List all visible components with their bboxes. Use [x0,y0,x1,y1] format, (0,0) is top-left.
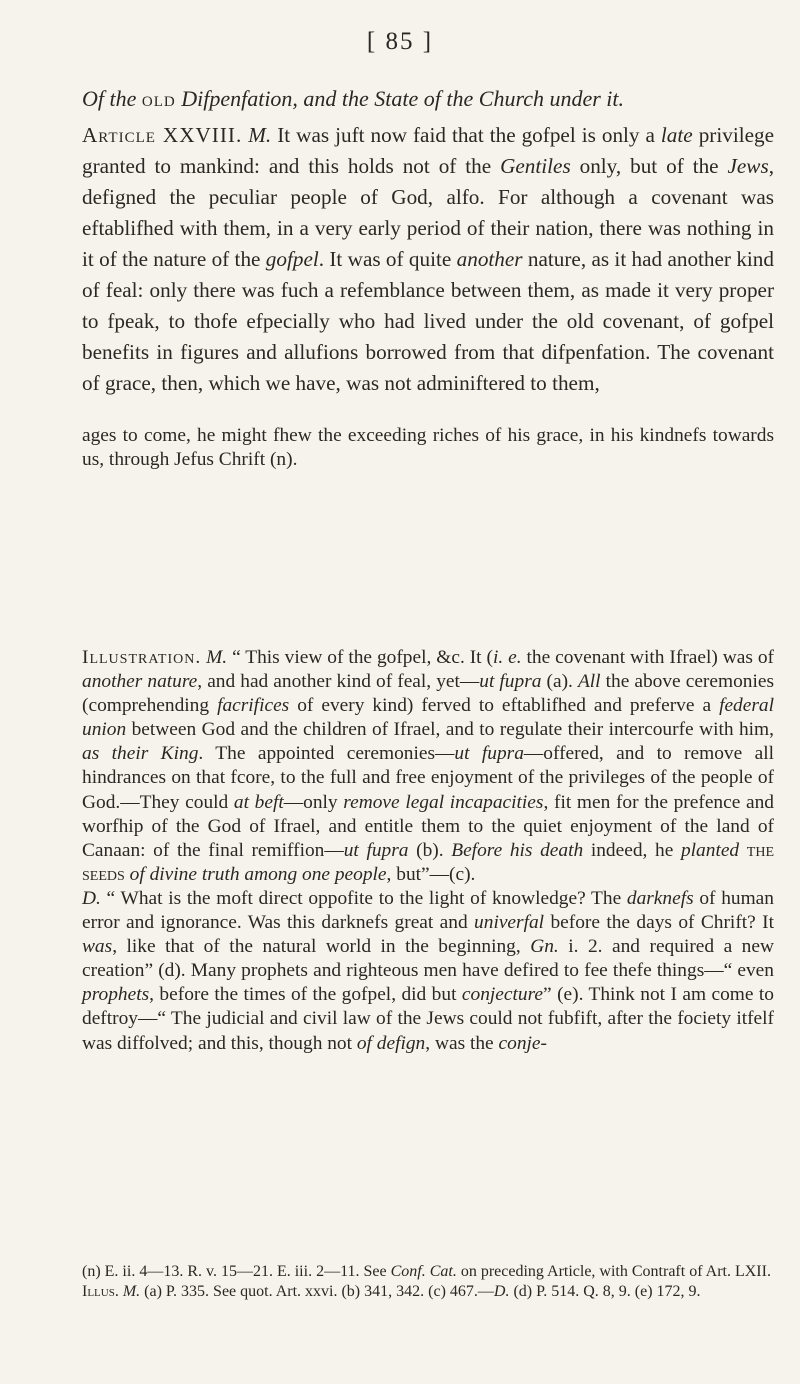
illus-text: —only [283,791,344,813]
emphasis: another [456,247,523,271]
footnote-line [82,1282,774,1302]
footnote-text: (a) P. 335. See quot. Art. xxvi. (b) 341, 342. (c) 467.— [140,1282,494,1300]
emphasis: gofpel [265,247,319,271]
footnotes [82,1262,774,1301]
illus-text: (a). [541,671,578,693]
dialogue-paragraph [82,887,774,1056]
illus-text: indeed, he [583,839,681,861]
illustration-paragraph [82,646,774,887]
article-text: privilege granted to mankind: and this holds not of the [82,123,775,178]
emphasis: as their King [82,743,199,765]
emphasis: univerfal [474,912,545,934]
emphasis: another nature [82,671,198,693]
emphasis: ut fupra [454,743,524,765]
page-number: [ 85 ] [366,28,434,55]
speaker-label: M. [206,647,228,668]
emphasis: i. e. [492,647,522,668]
emphasis: Jews [727,154,769,178]
illus-text: , like that of the natural world in the beginning, [112,936,531,958]
footnote-text: on preceding Article, with Contraft of Art. LXII. [456,1263,771,1280]
illus-text: (b). [408,839,452,861]
emphasis: was [82,936,113,958]
running-head-pre: Of the [82,86,142,111]
article-text: only, but of the [570,154,728,178]
running-head-rest: Difpenfation, and the State of the Church under it. [175,86,625,111]
speaker-label: D. [82,887,101,909]
illus-text: between God and the children of Ifrael, and to regulate their intercourfe with him, [126,719,774,741]
emphasis: Conf. Cat. [390,1263,457,1280]
small-caps: the seeds [82,839,774,885]
article-text: It was juft now faid that the gofpel is only a [271,123,661,147]
emphasis: conjecture [461,984,544,1006]
illus-text: “ This view of the gofpel, &c. It ( [227,647,493,668]
illus-text: the covenant with Ifrael) was of [521,647,774,668]
article-text: , defigned the peculiar people of God, alfo. For although a covenant was eftablifhed with them, in a very early period of their nation, there was nothing in it of the nature of the [82,154,774,271]
running-head [82,86,772,112]
article-heading: Article XXVIII. [82,123,243,147]
emphasis: prophets [82,984,150,1006]
illustration-section [82,646,774,1056]
article-section [82,120,774,472]
illus-text: of human error and ignorance. Was this darknefs great and [82,887,774,934]
emphasis: Gentiles [500,154,571,178]
emphasis: darknefs [626,887,694,909]
emphasis: of defign [356,1032,426,1054]
running-head-old: old [141,86,176,111]
emphasis: ut fupra [343,839,409,861]
article-continuation: ages to come, he might fhew the exceeding riches of his grace, in his kindnefs towards us, through Jefus Chrift (n). [82,425,774,471]
footnote-label: Illus. [82,1282,119,1300]
emphasis: Before his death [451,839,584,861]
emphasis: late [660,123,693,147]
emphasis: planted [680,839,740,861]
emphasis: conje- [498,1032,547,1054]
emphasis: remove legal incapacities [343,791,544,813]
illus-text: , before the times of the gofpel, did but [149,984,462,1006]
illus-text: , fit men for the prefence and worfhip of the God of Ifrael, and entitle them to the quiet enjoyment of the land of Canaan: of the final remiffion— [82,791,775,861]
illustration-heading: Illustration. [82,647,202,668]
illus-text: , but”—(c). [386,863,476,885]
illus-text: before the days of Chrift? It [544,912,774,934]
speaker-label: M. [122,1282,141,1300]
emphasis: at beft [233,791,284,813]
article-paragraph [82,120,774,399]
illus-text: , and had another kind of feal, yet— [197,671,480,693]
speaker-label: M. [248,123,272,147]
emphasis: ut fupra [479,671,542,693]
illus-text: i. 2. and required a new creation” (d). Many prophets and righteous men have defired to fee thefe things—“ even [82,936,774,982]
illus-text: of every kind) ferved to eftablifhed and preferve a [289,695,720,717]
page-gap [82,399,774,424]
illus-text: . The appointed ceremonies— [198,743,455,765]
illus-text: ” (e). Think not I am come to deftroy—“ The judicial and civil law of the Jews could not fubfift, after the fociety itfelf was diffolved; and this, though not [82,984,774,1054]
emphasis: facrifices [217,695,290,717]
footnote-text: (d) P. 514. Q. 8, 9. (e) 172, 9. [509,1282,701,1300]
footnote-line [82,1262,774,1282]
illus-text: the above ceremonies (comprehending [82,671,775,717]
illus-text: —offered, and to remove all hindrances on that fcore, to the full and free enjoyment of the privileges of the people of God.—They could [82,743,774,813]
emphasis: of divine truth among one people [129,863,387,885]
article-text: . It was of quite [318,247,457,271]
speaker-label: D. [493,1282,510,1300]
emphasis: federal union [82,695,774,741]
illus-text [739,840,747,861]
emphasis: Gn. [530,936,559,958]
illus-text: “ What is the moft direct oppofite to the light of knowledge? The [100,887,627,909]
article-text: nature, as it had another kind of feal: only there was fuch a refemblance between them, as made it very proper to fpeak, to thofe efpecially who had lived under the old covenant, of gofpel benefits in figures and allufions borrowed from that difpenfation. The covenant of grace, then, which we have, was not adminiftered to them, [82,247,774,395]
illus-text: , was the [425,1032,499,1054]
footnote-text: (n) E. ii. 4—13. R. v. 15—21. E. iii. 2—11. See [82,1263,391,1280]
emphasis: All [577,671,601,693]
